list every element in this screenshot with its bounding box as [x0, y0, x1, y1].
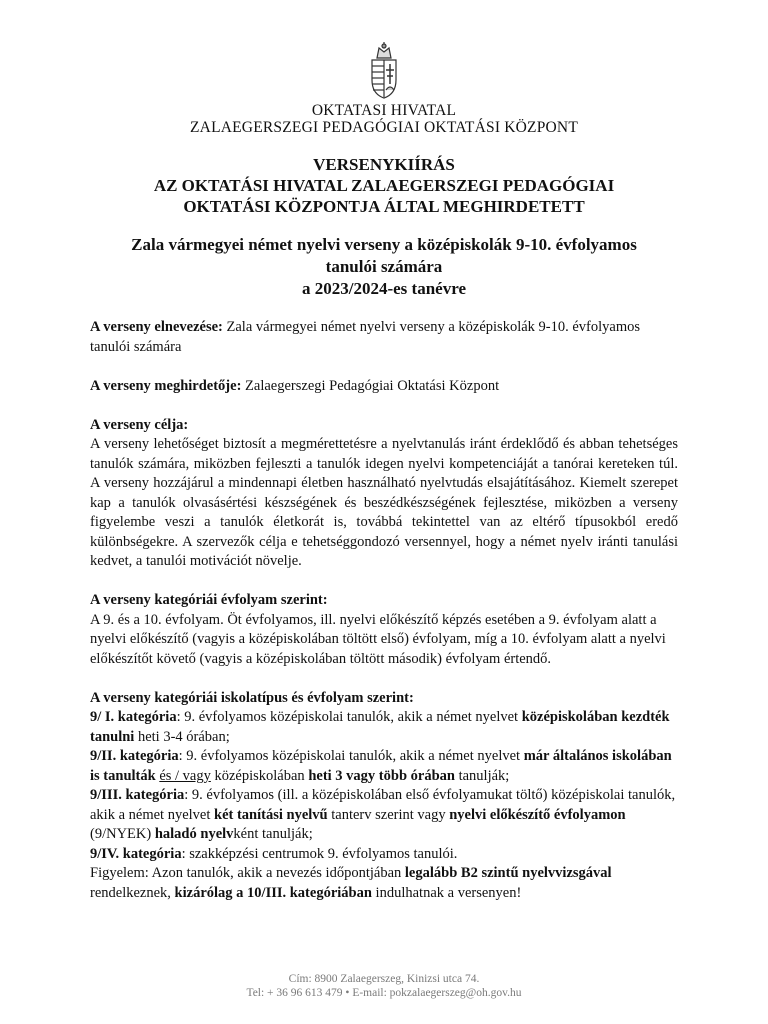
category-3-text-end: ként tanulják;	[233, 826, 313, 842]
category-3-bilingual: két tanítási nyelvű	[214, 806, 328, 823]
title-line-1: VERSENYKIÍRÁS	[313, 155, 455, 174]
category-2-underlined: és / vagy	[159, 767, 211, 784]
category-3-prep-year: nyelvi előkészítő évfolyamon	[449, 806, 626, 823]
issuer-line-1: OKTATASI HIVATAL	[311, 102, 457, 119]
document-title	[0, 154, 768, 217]
category-3-nyek: (9/NYEK)	[90, 826, 155, 842]
category-2-emphasis: már általános iskolában is tanulták	[90, 748, 672, 784]
announcer-text: Zalaegerszegi Pedagógiai Oktatási Központ	[241, 377, 500, 394]
category-3-text: : 9. évfolyamos (ill. a középiskolában első évfolyamukat töltő) középiskolai tanulók, akik a német nyelvet	[90, 787, 676, 823]
title-line-3: OKTATÁSI KÖZPONTJA ÁLTAL MEGHIRDETETT	[183, 197, 585, 216]
category-1-text-end: heti 3-4 órában;	[134, 728, 230, 745]
goal-paragraph: A verseny lehetőséget biztosít a megmérettetésre a nyelvtanulás iránt érdeklődő és abban tehetséges tanulók számára, miközben fejleszti a tanulók idegen nyelvi kompetenciáját a tanórai kereteken túl. A verseny hozzájárul a mindennapi életben használható nyelvtudás elsajátításához. Kiemelt szerepet kap a tanulók olvasásértési készségének és beszédkészségének fejlesztése, miközben a verseny figyelembe veszi a tanulók életkorát is, továbbá tekintettel van az eltérő típusokból eredő különbségekre. A szervezők célja e tehetséggondozó versennyel, hogy a német nyelv iránti tanulási kedvet, a tanulói motivációt növelje.	[90, 436, 678, 569]
category-2	[90, 747, 678, 786]
issuer-header	[0, 102, 768, 136]
subtitle-line-2: tanulói számára	[325, 257, 443, 276]
note-text: Figyelem: Azon tanulók, akik a nevezés időpontjában	[90, 865, 405, 881]
category-3-advanced: haladó nyelv	[154, 826, 234, 842]
competition-name-label: A verseny elnevezése:	[90, 319, 223, 335]
note-category: kizárólag a 10/III. kategóriában	[174, 884, 372, 901]
issuer-line-2: ZALAEGERSZEGI PEDAGÓGIAI OKTATÁSI KÖZPONT	[190, 119, 578, 136]
category-1-emphasis: középiskolában kezdték tanulni	[90, 709, 670, 745]
footer-address: Cím: 8900 Zalaegerszeg, Kinizsi utca 74.	[288, 973, 480, 985]
category-2-hours: heti 3 vagy több órában	[308, 767, 455, 784]
goal-heading	[90, 416, 678, 436]
category-4	[90, 845, 678, 865]
school-heading	[90, 689, 678, 709]
category-2-label: 9/II. kategória	[90, 748, 179, 764]
grade-label: A verseny kategóriái évfolyam szerint:	[90, 592, 328, 608]
subtitle-line-3: a 2023/2024-es tanévre	[302, 279, 466, 298]
footer-contact: Tel: + 36 96 613 479 • E-mail: pokzalaegerszeg@oh.gov.hu	[246, 987, 522, 999]
note-text-mid: rendelkeznek,	[90, 884, 175, 901]
category-4-label: 9/IV. kategória	[90, 845, 182, 862]
category-3	[90, 786, 678, 845]
attention-note	[90, 864, 678, 903]
note-text-end: indulhatnak a versenyen!	[371, 884, 522, 901]
grade-heading	[90, 591, 678, 611]
category-1-text: : 9. évfolyamos középiskolai tanulók, akik a német nyelvet	[176, 709, 522, 725]
goal-label: A verseny célja:	[90, 416, 189, 433]
category-3-text-mid: tanterv szerint vagy	[327, 806, 450, 823]
announcer-label: A verseny meghirdetője:	[90, 377, 242, 394]
coat-of-arms-icon	[364, 40, 404, 100]
category-2-text: : 9. évfolyamos középiskolai tanulók, akik a német nyelvet	[178, 748, 524, 764]
category-1	[90, 708, 678, 747]
competition-name-text: Zala vármegyei német nyelvi verseny a középiskolák 9-10. évfolyamos tanulói számára	[90, 319, 641, 355]
school-label: A verseny kategóriái iskolatípus és évfolyam szerint:	[90, 689, 414, 706]
subtitle-line-1: Zala vármegyei német nyelvi verseny a középiskolák 9-10. évfolyamos	[131, 235, 637, 254]
competition-name	[90, 318, 678, 357]
category-3-label: 9/III. kategória	[90, 787, 185, 803]
note-b2-level: legalább B2 szintű nyelvvizsgával	[404, 865, 612, 881]
document-body	[90, 318, 678, 903]
document-subtitle	[0, 234, 768, 300]
title-line-2: AZ OKTATÁSI HIVATAL ZALAEGERSZEGI PEDAGÓGIAI	[153, 176, 615, 195]
category-4-text: : szakképzési centrumok 9. évfolyamos tanulói.	[181, 845, 458, 862]
page-footer	[0, 972, 768, 1000]
category-2-text-end: tanulják;	[454, 767, 510, 784]
category-2-text-mid: középiskolában	[210, 767, 309, 784]
competition-announcer	[90, 377, 678, 397]
grade-paragraph: A 9. és a 10. évfolyam. Öt évfolyamos, ill. nyelvi előkészítő képzés esetében a 9. évfolyam alatt a nyelvi előkészítő (vagyis a középiskolában töltött első) évfolyam, míg a 10. évfolyam alatt a nyelvi előkészítőt követő (vagyis a középiskolában töltött második) évfolyam értendő.	[90, 611, 666, 667]
category-1-label: 9/ I. kategória	[90, 709, 177, 725]
